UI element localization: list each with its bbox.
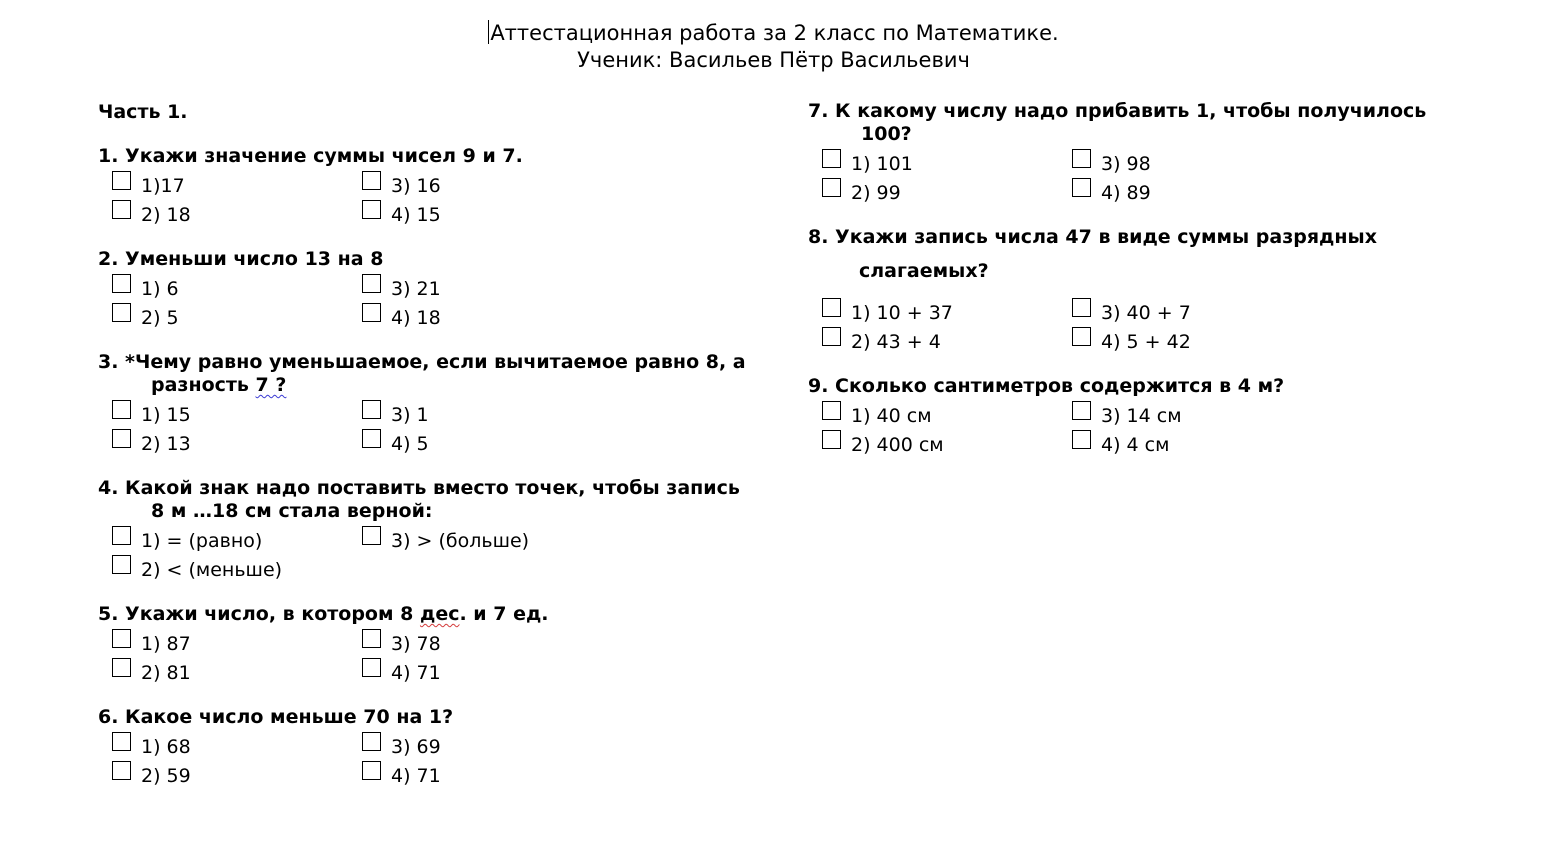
option-label: 3) 69	[391, 736, 441, 758]
checkbox[interactable]	[1072, 327, 1091, 346]
checkbox[interactable]	[112, 303, 131, 322]
option-label: 4) 89	[1101, 182, 1151, 204]
checkbox[interactable]	[822, 149, 841, 168]
answer-option[interactable]	[112, 302, 362, 331]
option-label: 3) 78	[391, 633, 441, 655]
option-label: 3) > (больше)	[391, 530, 530, 552]
checkbox[interactable]	[362, 761, 381, 780]
answer-option[interactable]	[822, 148, 1072, 177]
option-label: 2) 43 + 4	[851, 331, 941, 353]
question-text: 1. Укажи значение суммы чисел 9 и 7.	[98, 145, 523, 167]
answer-option[interactable]	[362, 302, 662, 331]
question-text: 4. Какой знак надо поставить вместо точек, чтобы запись 8 м …18 см стала верной:	[98, 477, 740, 522]
question-text: 2. Уменьши число 13 на 8	[98, 248, 384, 270]
answer-option[interactable]	[362, 199, 662, 228]
document-header	[0, 20, 1547, 74]
checkbox[interactable]	[822, 178, 841, 197]
checkbox[interactable]	[112, 429, 131, 448]
question-text: 3. *Чему равно уменьшаемое, если вычитаемое равно 8, а разность 7 ?	[98, 351, 746, 396]
option-label: 2) 400 см	[851, 434, 944, 456]
checkbox[interactable]	[362, 526, 381, 545]
answer-option[interactable]	[112, 399, 362, 428]
left-column	[98, 100, 778, 809]
checkbox[interactable]	[1072, 149, 1091, 168]
option-label: 2) 5	[141, 307, 179, 329]
option-label: 2) < (меньше)	[141, 559, 283, 581]
option-label: 3) 1	[391, 404, 429, 426]
answer-options	[822, 297, 1508, 355]
checkbox[interactable]	[1072, 430, 1091, 449]
question-8	[808, 226, 1508, 355]
student-name: Ученик: Васильев Пётр Васильевич	[577, 48, 970, 72]
option-label: 4) 5	[391, 433, 429, 455]
answer-options	[822, 148, 1508, 206]
answer-option[interactable]	[1072, 400, 1372, 429]
answer-option[interactable]	[112, 760, 362, 789]
checkbox[interactable]	[822, 401, 841, 420]
answer-option[interactable]	[362, 731, 662, 760]
checkbox[interactable]	[1072, 298, 1091, 317]
checkbox[interactable]	[822, 327, 841, 346]
option-label: 2) 99	[851, 182, 901, 204]
question-9	[808, 375, 1508, 458]
option-label: 3) 14 см	[1101, 405, 1182, 427]
checkbox[interactable]	[112, 761, 131, 780]
right-column	[808, 100, 1508, 478]
answer-options	[112, 628, 778, 686]
question-7	[808, 100, 1508, 206]
checkbox[interactable]	[112, 658, 131, 677]
option-label: 3) 16	[391, 175, 441, 197]
option-label: 3) 40 + 7	[1101, 302, 1191, 324]
option-label: 4) 4 см	[1101, 434, 1170, 456]
answer-option[interactable]	[362, 170, 662, 199]
answer-option[interactable]	[112, 554, 362, 583]
checkbox[interactable]	[362, 732, 381, 751]
option-label: 4) 18	[391, 307, 441, 329]
checkbox[interactable]	[362, 400, 381, 419]
option-label: 1) 87	[141, 633, 191, 655]
option-label: 1) 40 см	[851, 405, 932, 427]
option-label: 1) 101	[851, 153, 913, 175]
checkbox[interactable]	[822, 430, 841, 449]
checkbox[interactable]	[362, 171, 381, 190]
question-text: 5. Укажи число, в котором 8 дес. и 7 ед.	[98, 603, 549, 625]
checkbox[interactable]	[112, 732, 131, 751]
answer-options	[112, 731, 778, 789]
question-2	[98, 248, 778, 331]
question-5	[98, 603, 778, 686]
option-label: 1) 15	[141, 404, 191, 426]
answer-option[interactable]	[362, 428, 662, 457]
answer-option[interactable]	[112, 199, 362, 228]
answer-option[interactable]	[112, 273, 362, 302]
option-label: 2) 81	[141, 662, 191, 684]
checkbox[interactable]	[1072, 178, 1091, 197]
checkbox[interactable]	[362, 200, 381, 219]
checkbox[interactable]	[112, 629, 131, 648]
answer-option[interactable]	[1072, 148, 1372, 177]
option-label: 1)17	[141, 175, 185, 197]
answer-option[interactable]	[1072, 429, 1372, 458]
answer-option[interactable]	[822, 177, 1072, 206]
checkbox[interactable]	[112, 200, 131, 219]
answer-option[interactable]	[822, 326, 1072, 355]
answer-option[interactable]	[112, 428, 362, 457]
checkbox[interactable]	[112, 171, 131, 190]
option-label: 4) 71	[391, 765, 441, 787]
answer-option[interactable]	[1072, 326, 1372, 355]
answer-option[interactable]	[822, 297, 1072, 326]
option-label: 4) 71	[391, 662, 441, 684]
question-1	[98, 145, 778, 228]
checkbox[interactable]	[112, 526, 131, 545]
option-label: 2) 18	[141, 204, 191, 226]
checkbox[interactable]	[1072, 401, 1091, 420]
spellcheck-underline: дес	[419, 603, 460, 625]
option-label: 2) 13	[141, 433, 191, 455]
answer-option[interactable]	[362, 628, 662, 657]
answer-option[interactable]	[112, 628, 362, 657]
answer-option[interactable]	[822, 400, 1072, 429]
answer-option[interactable]	[362, 525, 662, 554]
checkbox[interactable]	[112, 555, 131, 574]
option-label: 1) 6	[141, 278, 179, 300]
checkbox[interactable]	[362, 303, 381, 322]
checkbox[interactable]	[112, 400, 131, 419]
answer-options	[112, 399, 778, 457]
question-6	[98, 706, 778, 789]
option-label: 4) 15	[391, 204, 441, 226]
answer-option[interactable]	[112, 170, 362, 199]
option-label: 1) = (равно)	[141, 530, 263, 552]
checkbox[interactable]	[362, 429, 381, 448]
question-3	[98, 351, 778, 457]
document-title: Аттестационная работа за 2 класс по Математике.	[490, 21, 1059, 45]
option-label: 1) 68	[141, 736, 191, 758]
option-label: 1) 10 + 37	[851, 302, 953, 324]
checkbox[interactable]	[362, 629, 381, 648]
part-label: Часть 1.	[98, 101, 188, 123]
question-text: 6. Какое число меньше 70 на 1?	[98, 706, 454, 728]
question-text: 9. Сколько сантиметров содержится в 4 м?	[808, 375, 1285, 397]
answer-option[interactable]	[112, 731, 362, 760]
answer-option[interactable]	[112, 525, 362, 554]
answer-option[interactable]	[362, 657, 662, 686]
question-text: 7. К какому числу надо прибавить 1, чтобы получилось 100?	[808, 100, 1427, 145]
checkbox[interactable]	[112, 274, 131, 293]
option-label: 4) 5 + 42	[1101, 331, 1191, 353]
checkbox[interactable]	[362, 658, 381, 677]
answer-options	[112, 273, 778, 331]
option-label: 2) 59	[141, 765, 191, 787]
spellcheck-underline: 7 ?	[255, 374, 287, 396]
checkbox[interactable]	[362, 274, 381, 293]
answer-options	[822, 400, 1508, 458]
answer-option[interactable]	[112, 657, 362, 686]
answer-options	[112, 525, 778, 583]
option-label: 3) 98	[1101, 153, 1151, 175]
answer-option[interactable]	[822, 429, 1072, 458]
answer-option[interactable]	[362, 760, 662, 789]
answer-option[interactable]	[362, 399, 662, 428]
question-4	[98, 477, 778, 583]
option-label: 3) 21	[391, 278, 441, 300]
answer-options	[112, 170, 778, 228]
question-text: 8. Укажи запись числа 47 в виде суммы разрядных слагаемых?	[808, 226, 1377, 282]
answer-option[interactable]	[1072, 297, 1372, 326]
answer-option[interactable]	[362, 273, 662, 302]
answer-option[interactable]	[1072, 177, 1372, 206]
checkbox[interactable]	[822, 298, 841, 317]
